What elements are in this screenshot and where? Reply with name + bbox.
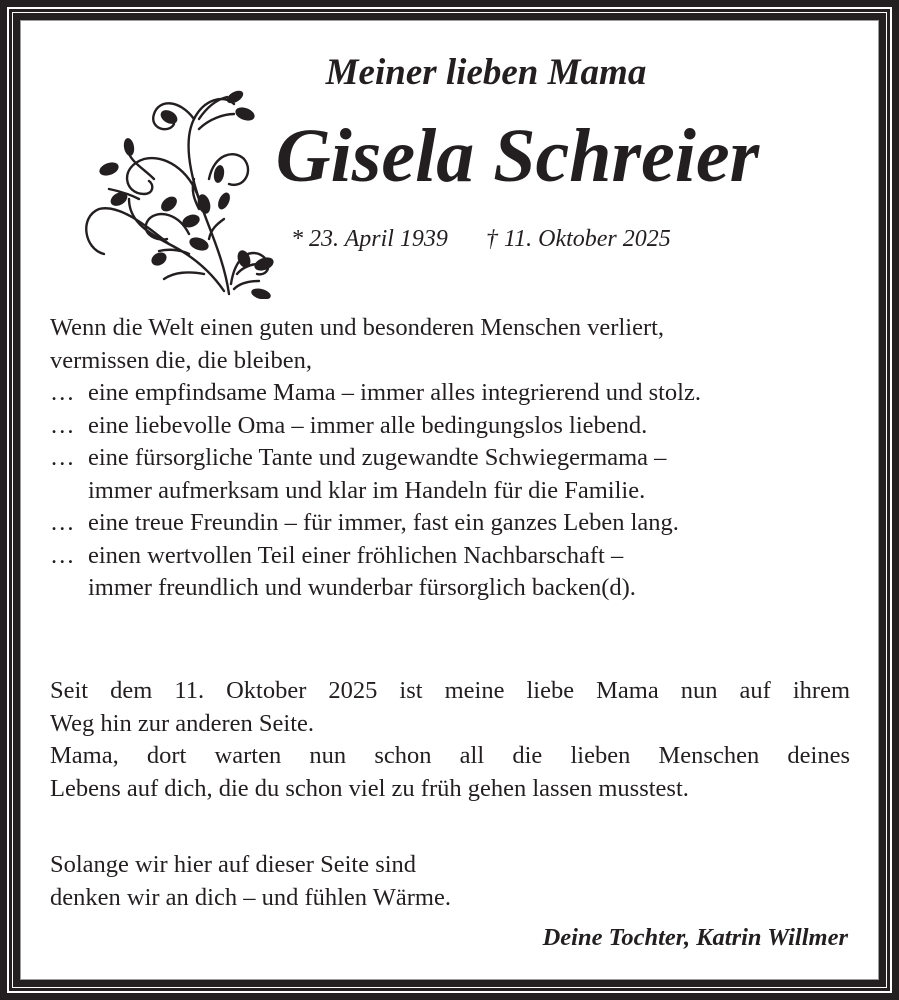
- ellipsis-marker: …: [50, 509, 75, 536]
- text-line: Seit dem 11. Oktober 2025 ist meine liebe Mama nun auf ihrem: [50, 677, 850, 704]
- text-line: Wenn die Welt einen guten und besonderen Menschen verliert,: [50, 314, 665, 341]
- list-item: … einen wertvollen Teil einer fröhlichen Nachbarschaft –: [50, 540, 850, 573]
- obituary-notice: [21, 21, 878, 979]
- list-item: … eine liebevolle Oma – immer alle bedingungslos liebend.: [50, 410, 850, 443]
- dedication-subtitle: Meiner lieben Mama: [325, 52, 647, 93]
- text-line: Weg hin zur anderen Seite.: [50, 709, 315, 737]
- life-dates: [291, 226, 751, 253]
- list-item: … eine fürsorgliche Tante und zugewandte Schwiegermama –: [50, 442, 850, 475]
- ellipsis-marker: …: [50, 444, 75, 471]
- ellipsis-marker: …: [50, 411, 75, 439]
- tribute-paragraph: [50, 312, 850, 605]
- signature: Deine Tochter, Katrin Willmer: [542, 924, 848, 951]
- text-line: Solange wir hier auf dieser Seite sind: [50, 851, 417, 878]
- deceased-name: Gisela Schreier: [275, 114, 760, 198]
- text-line: vermissen die, die bleiben,: [50, 346, 312, 374]
- list-item-continuation: immer aufmerksam und klar im Handeln für die Familie.: [88, 476, 646, 504]
- text-line: Mama, dort warten nun schon all die lieben Menschen deines: [50, 742, 850, 769]
- text-line: denken wir an dich – und fühlen Wärme.: [50, 883, 451, 911]
- death-date: † 11. Oktober 2025: [485, 226, 671, 252]
- list-item: … eine treue Freundin – für immer, fast ein ganzes Leben lang.: [50, 507, 850, 540]
- ellipsis-marker: …: [50, 541, 75, 569]
- farewell-paragraph: [50, 675, 850, 805]
- list-item: … eine empfindsame Mama – immer alles integrierend und stolz.: [50, 377, 850, 410]
- list-item-continuation: immer freundlich und wunderbar fürsorglich backen(d).: [88, 574, 636, 601]
- closing-paragraph: [50, 849, 850, 914]
- text-line: Lebens auf dich, die du schon viel zu früh gehen lassen musstest.: [50, 774, 689, 802]
- ellipsis-marker: …: [50, 379, 75, 406]
- birth-date: * 23. April 1939: [291, 226, 448, 252]
